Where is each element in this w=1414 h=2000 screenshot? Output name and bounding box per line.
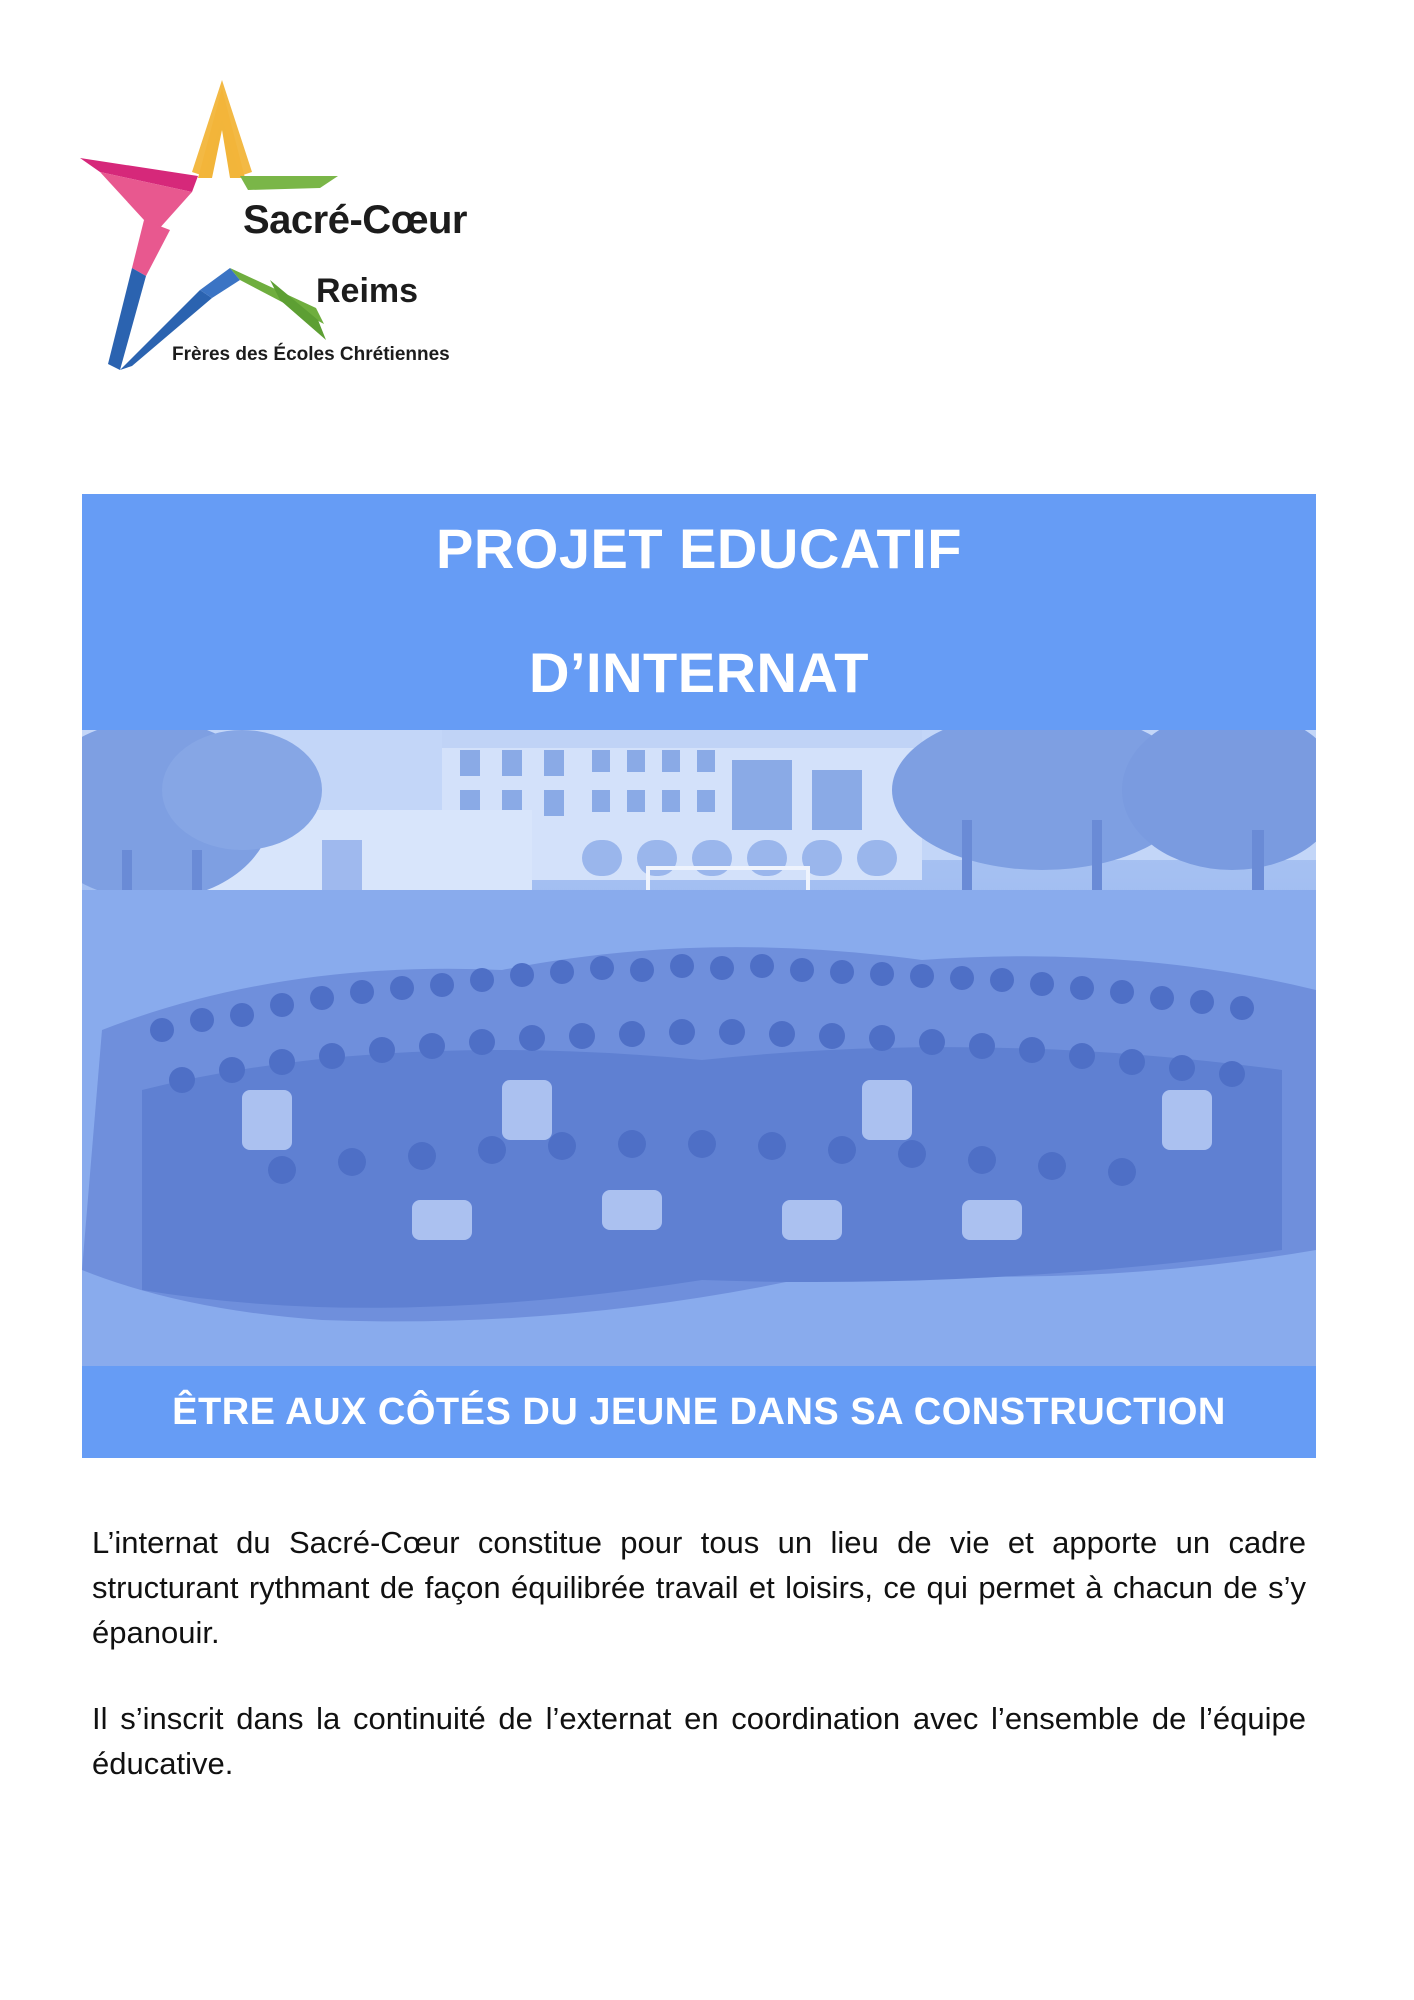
logo-name: Sacré-Cœur — [243, 198, 467, 242]
school-logo — [80, 80, 500, 370]
group-photo — [82, 730, 1316, 1366]
title-line-1: PROJET EDUCATIF — [435, 517, 963, 580]
logo-subtitle: Frères des Écoles Chrétiennes — [172, 344, 450, 365]
paragraph-2: Il s’inscrit dans la continuité de l’externat en coordination avec l’ensemble de l’équipe éducative. — [92, 1701, 1306, 1781]
title-banner — [82, 494, 1316, 730]
logo-city: Reims — [316, 272, 419, 310]
subtitle-banner: ÊTRE AUX CÔTÉS DU JEUNE DANS SA CONSTRUCTION — [82, 1366, 1316, 1458]
group-photo-image — [82, 730, 1316, 1366]
paragraph-1: L’internat du Sacré-Cœur constitue pour tous un lieu de vie et apporte un cadre structurant rythmant de façon équilibrée travail et loisirs, ce qui permet à chacun de s’y épanouir. — [92, 1525, 1306, 1650]
title-line-2: D’INTERNAT — [529, 641, 869, 704]
